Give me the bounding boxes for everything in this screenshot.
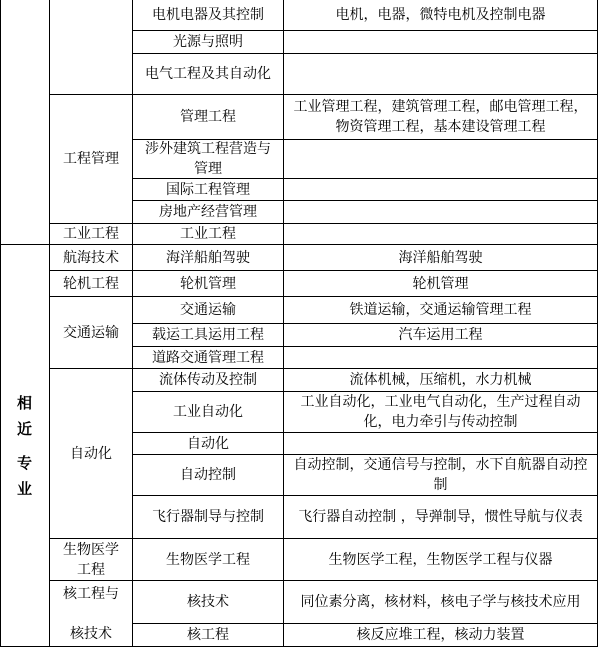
course-cell: 工业自动化 <box>173 404 243 420</box>
group-biomedical: 生物医学工程 <box>63 541 119 578</box>
desc-cell <box>284 224 597 244</box>
course-cell: 工业工程 <box>180 226 236 242</box>
desc-cell: 流体机械，压缩机，水力机械 <box>349 372 532 388</box>
course-cell: 核技术 <box>187 594 229 610</box>
desc-cell <box>284 140 597 178</box>
group-marine-engineering: 轮机工程 <box>63 275 119 292</box>
course-cell: 自动控制 <box>180 467 236 483</box>
course-cell: 涉外建筑工程营造与管理 <box>145 141 271 177</box>
section-label-char: 相 <box>16 393 32 412</box>
course-cell: 光源与照明 <box>173 34 243 50</box>
course-cell: 核工程 <box>187 627 229 643</box>
course-cell: 载运工具运用工程 <box>152 327 264 343</box>
desc-cell: 工业自动化，工业电气自动化，生产过程自动化，电力牵引与传动控制 <box>300 394 581 430</box>
desc-cell: 铁道运输，交通运输管理工程 <box>349 302 532 318</box>
desc-cell: 海洋船舶驾驶 <box>398 249 483 266</box>
desc-cell <box>284 201 597 223</box>
group-nuclear-line1: 核工程与 <box>63 586 119 602</box>
desc-cell <box>284 31 597 53</box>
group-transportation: 交通运输 <box>63 324 119 341</box>
desc-cell <box>284 433 597 454</box>
section-label-char: 专 <box>16 453 32 472</box>
desc-cell <box>284 179 597 200</box>
course-cell: 海洋船舶驾驶 <box>166 249 250 266</box>
desc-cell: 汽车运用工程 <box>398 327 483 343</box>
group-automation: 自动化 <box>70 445 112 462</box>
group-engineering-management: 工程管理 <box>63 151 119 167</box>
section-label <box>0 245 49 646</box>
desc-cell: 电机，电器，微特电机及控制电器 <box>335 7 546 23</box>
desc-cell: 轮机管理 <box>412 275 469 292</box>
course-cell: 交通运输 <box>180 302 236 318</box>
desc-cell: 工业管理工程，建筑管理工程，邮电管理工程，物资管理工程，基本建设管理工程 <box>293 99 588 135</box>
desc-cell: 同位素分离，核材料，核电子学与核技术应用 <box>300 594 581 610</box>
desc-cell: 生物医学工程，生物医学工程与仪器 <box>328 551 553 568</box>
section-label-char: 近 <box>16 419 32 438</box>
section-label-char: 业 <box>16 479 32 498</box>
course-cell: 电气工程及其自动化 <box>145 66 271 82</box>
desc-cell <box>284 54 597 94</box>
group-navigation: 航海技术 <box>63 249 119 266</box>
course-cell: 生物医学工程 <box>166 551 250 568</box>
course-cell: 国际工程管理 <box>166 181 250 198</box>
desc-cell: 自动控制，交通信号与控制，水下自航器自动控制 <box>293 457 588 493</box>
desc-cell: 飞行器自动控制 ，导弹制导，惯性导航与仪表 <box>298 509 583 525</box>
group-industrial-engineering: 工业工程 <box>63 226 119 242</box>
course-cell: 轮机管理 <box>180 275 236 292</box>
desc-cell: 核反应堆工程，核动力装置 <box>356 627 525 643</box>
course-cell: 电机电器及其控制 <box>152 7 264 23</box>
desc-cell <box>284 347 597 368</box>
course-cell: 飞行器制导与控制 <box>152 509 264 525</box>
course-cell: 房地产经营管理 <box>159 204 257 220</box>
course-cell: 管理工程 <box>180 109 236 125</box>
course-cell: 自动化 <box>187 435 229 452</box>
group-nuclear-line2: 核技术 <box>70 626 112 642</box>
course-cell: 道路交通管理工程 <box>152 349 264 366</box>
course-cell: 流体传动及控制 <box>159 372 257 388</box>
